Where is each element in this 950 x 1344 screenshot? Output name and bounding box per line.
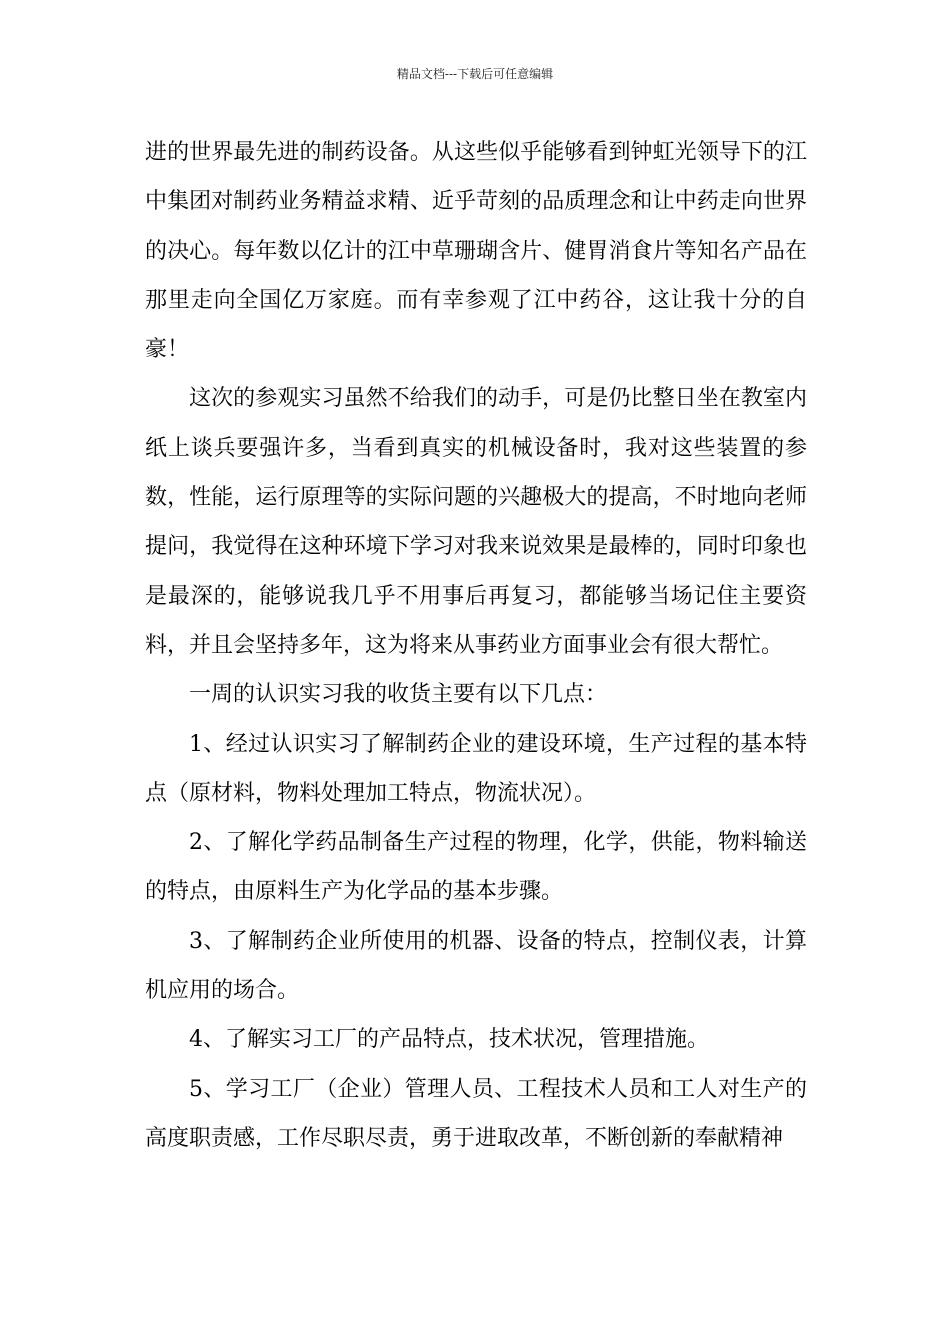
paragraph-visit-reflection: 这次的参观实习虽然不给我们的动手，可是仍比整日坐在教室内纸上谈兵要强许多，当看到真实的机械设备时，我对这些装置的参数，性能，运行原理等的实际问题的兴趣极大的提高，不时地向老师提问，我觉得在这种环境下学习对我来说效果是最棒的，同时印象也是最深的，能够说我几乎不用事后再复习，都能够当场记住主要资料，并且会坚持多年，这为将来从事药业方面事业会有很大帮忙。	[145, 386, 807, 658]
document-body	[145, 128, 807, 1163]
list-item-1: 1、经过认识实习了解制药企业的建设环境，生产过程的基本特点（原材料，物料处理加工特点，物流状况）。	[145, 731, 807, 806]
list-item-5: 5、学习工厂（企业）管理人员、工程技术人员和工人对生产的高度职责感，工作尽职尽责，勇于进取改革，不断创新的奉献精神	[145, 1076, 807, 1151]
page-header: 精品文档---下载后可任意编辑	[396, 67, 554, 81]
list-item-2: 2、了解化学药品制备生产过程的物理，化学，供能，物料输送的特点，由原料生产为化学品的基本步骤。	[145, 830, 807, 905]
paragraph-summary-lead: 一周的认识实习我的收货主要有以下几点：	[189, 682, 608, 708]
list-item-3: 3、了解制药企业所使用的机器、设备的特点，控制仪表，计算机应用的场合。	[145, 928, 807, 1004]
list-item-4: 4、了解实习工厂的产品特点，技术状况，管理措施。	[189, 1027, 709, 1053]
paragraph-intro: 进的世界最先进的制药设备。从这些似乎能够看到钟虹光领导下的江中集团对制药业务精益求精、近乎苛刻的品质理念和让中药走向世界的决心。每年数以亿计的江中草珊瑚含片、健胃消食片等知名产品在那里走向全国亿万家庭。而有幸参观了江中药谷，这让我十分的自豪！	[145, 140, 807, 363]
